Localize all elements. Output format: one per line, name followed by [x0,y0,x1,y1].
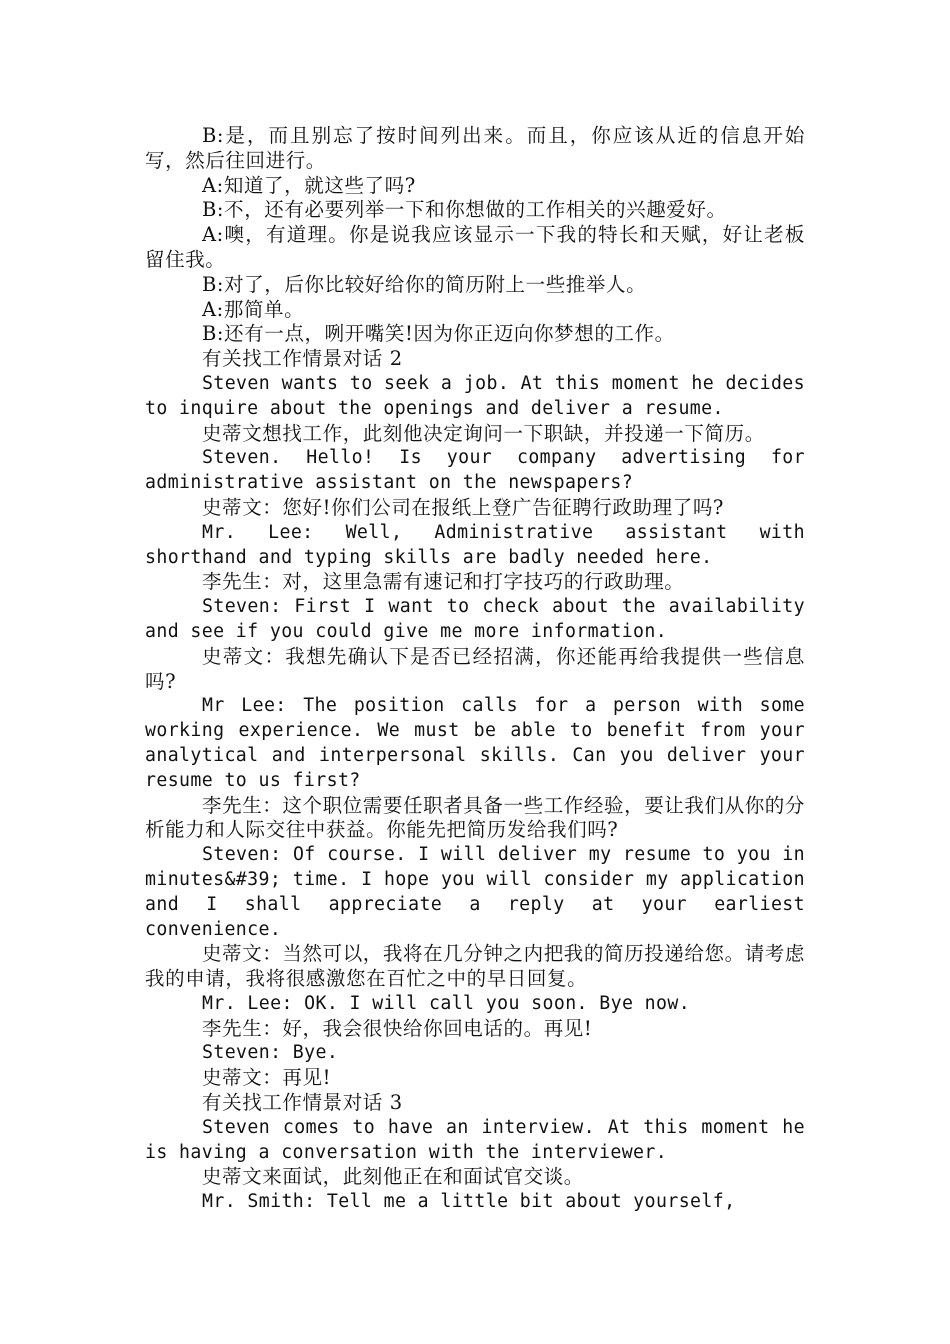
dialogue-line: Steven: Of course. I will deliver my resume to you in minutes&#39; time. I hope you will consider my application and I shall appreciate a reply at your earliest convenience. [145,844,805,940]
scene-description: Steven wants to seek a job. At this moment he decides to inquire about the openings and deliver a resume. [145,372,805,419]
dialogue-line-translation: 史蒂文：当然可以，我将在几分钟之内把我的简历投递给您。请考虑我的申请，我将很感激您在百忙之中的早日回复。 [145,942,806,991]
dialogue-line: Mr. Lee: Well, Administrative assistant with shorthand and typing skills are badly needed here. [145,521,805,568]
dialogue-line-translation: 史蒂文：再见! [202,1066,332,1090]
scene-description-translation: 史蒂文想找工作，此刻他决定询问一下职缺，并投递一下简历。 [202,421,765,445]
dialogue-line-translation: 李先生：对，这里急需有速记和打字技巧的行政助理。 [202,570,685,594]
dialogue-line-translation: 史蒂文：我想先确认下是否已经招满，你还能再给我提供一些信息吗? [145,644,805,693]
dialogue-line: Steven. Hello! Is your company advertising for administrative assistant on the newspapers? [145,447,805,494]
dialogue-line-translation: 史蒂文：您好!你们公司在报纸上登广告征聘行政助理了吗? [202,495,724,519]
dialogue-line: B:还有一点，咧开嘴笑!因为你正迈向你梦想的工作。 [202,322,675,346]
dialogue-line: B:不，还有必要列举一下和你想做的工作相关的兴趣爱好。 [202,198,727,222]
document-body [145,124,805,1215]
section-heading: 有关找工作情景对话 2 [202,347,403,371]
scene-description-translation: 史蒂文来面试，此刻他正在和面试官交谈。 [202,1165,584,1189]
dialogue-line: Steven: First I want to check about the availability and see if you could give me more information. [145,596,805,642]
dialogue-line: A:那简单。 [202,297,305,321]
dialogue-line: Mr Lee: The position calls for a person with some working experience. We must be able to benefit from your analytical and interpersonal skills. Can you deliver your resume to us first? [145,695,805,791]
dialogue-line: Steven: Bye. [202,1042,339,1064]
dialogue-line: Mr. Smith: Tell me a little bit about yourself, [202,1191,736,1213]
dialogue-line: B:是，而且别忘了按时间列出来。而且，你应该从近的信息开始写，然后往回进行。 [145,124,805,172]
dialogue-line-translation: 李先生：这个职位需要任职者具备一些工作经验，要让我们从你的分析能力和人际交往中获益。你能先把简历发给我们吗? [145,793,806,842]
dialogue-line: B:对了，后你比较好给你的简历附上一些推举人。 [202,272,647,296]
dialogue-line-translation: 李先生：好，我会很快给你回电话的。再见! [202,1016,593,1040]
scene-description: Steven comes to have an interview. At this moment he is having a conversation with the interviewer. [145,1116,805,1163]
dialogue-line: Mr. Lee: OK. I will call you soon. Bye now. [202,992,691,1014]
dialogue-line: A:知道了，就这些了吗? [202,173,416,197]
section-heading: 有关找工作情景对话 3 [202,1091,403,1115]
dialogue-line: A:噢，有道理。你是说我应该显示一下我的特长和天赋，好让老板留住我。 [145,223,805,271]
